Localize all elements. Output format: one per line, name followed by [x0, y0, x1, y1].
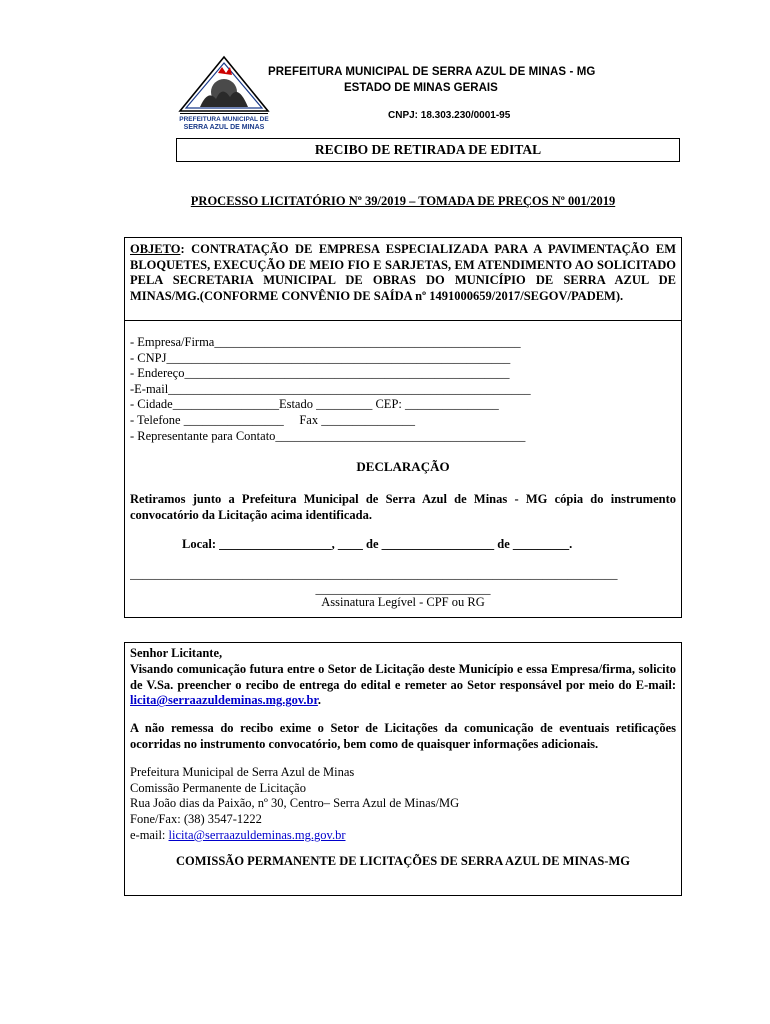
- field-email[interactable]: -E-mail__________________________________________________________: [130, 381, 531, 396]
- address-line-2: Comissão Permanente de Licitação: [130, 780, 306, 795]
- notice-paragraph-2: A não remessa do recibo exime o Setor de Licitações da comunicação de eventuais retificações ocorridas no instrumento convocatório, bem como de quaisquer informações adicionais.: [130, 721, 676, 751]
- objeto-text: : CONTRATAÇÃO DE EMPRESA ESPECIALIZADA PARA A PAVIMENTAÇÃO EM BLOQUETES, EXECUÇÃO DE MEIO FIO E SARJETAS, EM ATENDIMENTO AO SOLICITADO PELA SECRETARIA MUNICIPAL DE OBRAS DO MUNICÍPIO DE SERRA AZUL DE MINAS/MG.(CONFORME CONVÊNIO DE SAÍDA nº 1491000659/2017/SEGOV/PADEM).: [130, 242, 676, 303]
- header-state: ESTADO DE MINAS GERAIS: [344, 82, 498, 94]
- signature-caption: Assinatura Legível - CPF ou RG: [321, 594, 485, 609]
- field-representante[interactable]: - Representante para Contato________________________________________: [130, 428, 526, 443]
- signature-line[interactable]: ______________________________________________________________________________: [130, 567, 618, 582]
- notice-greeting: Senhor Licitante,: [130, 646, 223, 660]
- municipal-logo: [178, 55, 270, 133]
- address-line-1: Prefeitura Municipal de Serra Azul de Minas: [130, 764, 355, 779]
- document-title: RECIBO DE RETIRADA DE EDITAL: [176, 138, 680, 162]
- address-line-4: Fone/Fax: (38) 3547-1222: [130, 812, 262, 827]
- logo-text-line2: SERRA AZUL DE MINAS: [183, 124, 265, 131]
- processo-heading: PROCESSO LICITATÓRIO Nº 39/2019 – TOMADA DE PREÇOS Nº 001/2019: [190, 194, 616, 208]
- field-cidade[interactable]: - Cidade_________________Estado _________ CEP: _______________: [130, 397, 499, 412]
- licitante-notice-box: [124, 642, 682, 896]
- local-date-line[interactable]: Local: __________________, ____ de __________________ de _________.: [182, 536, 573, 551]
- contact-email-label: e-mail:: [130, 827, 169, 842]
- signature-subline: ____________________________: [315, 581, 491, 596]
- notice-email-link[interactable]: licita@serraazuldeminas.mg.gov.br: [130, 693, 318, 708]
- contact-email-link[interactable]: licita@serraazuldeminas.mg.gov.br: [168, 827, 346, 842]
- declaracao-title: DECLARAÇÃO: [356, 459, 450, 475]
- header-municipality: PREFEITURA MUNICIPAL DE SERRA AZUL DE MINAS - MG: [268, 66, 596, 78]
- form-box: [124, 320, 682, 618]
- contact-email-line: [130, 828, 676, 844]
- objeto-box: [124, 237, 682, 321]
- notice-paragraph-1: [130, 662, 676, 709]
- declaracao-text: Retiramos junto a Prefeitura Municipal de Serra Azul de Minas - MG cópia do instrumento convocatório da Licitação acima identificada.: [130, 491, 676, 522]
- commission-footer: COMISSÃO PERMANENTE DE LICITAÇÕES DE SERRA AZUL DE MINAS-MG: [175, 853, 630, 868]
- field-cnpj[interactable]: - CNPJ_______________________________________________________: [130, 350, 511, 365]
- objeto-label: OBJETO: [130, 242, 181, 256]
- field-telefone[interactable]: - Telefone ________________ Fax _______________: [130, 412, 415, 427]
- field-endereco[interactable]: - Endereço____________________________________________________: [130, 366, 510, 381]
- field-empresa[interactable]: - Empresa/Firma_________________________________________________: [130, 335, 521, 349]
- municipal-emblem-icon: [178, 55, 270, 133]
- logo-text-line1: PREFEITURA MUNICIPAL DE: [179, 116, 269, 123]
- notice-para1-text: Visando comunicação futura entre o Setor de Licitação deste Município e essa Empresa/firma, solicito de V.Sa. preencher o recibo de entrega do edital e remeter ao Setor responsável por meio do E-mail:: [130, 661, 676, 692]
- notice-para1-end: .: [317, 693, 322, 708]
- address-line-3: Rua João dias da Paixão, nº 30, Centro– Serra Azul de Minas/MG: [130, 796, 460, 811]
- header-cnpj: CNPJ: 18.303.230/0001-95: [388, 110, 511, 121]
